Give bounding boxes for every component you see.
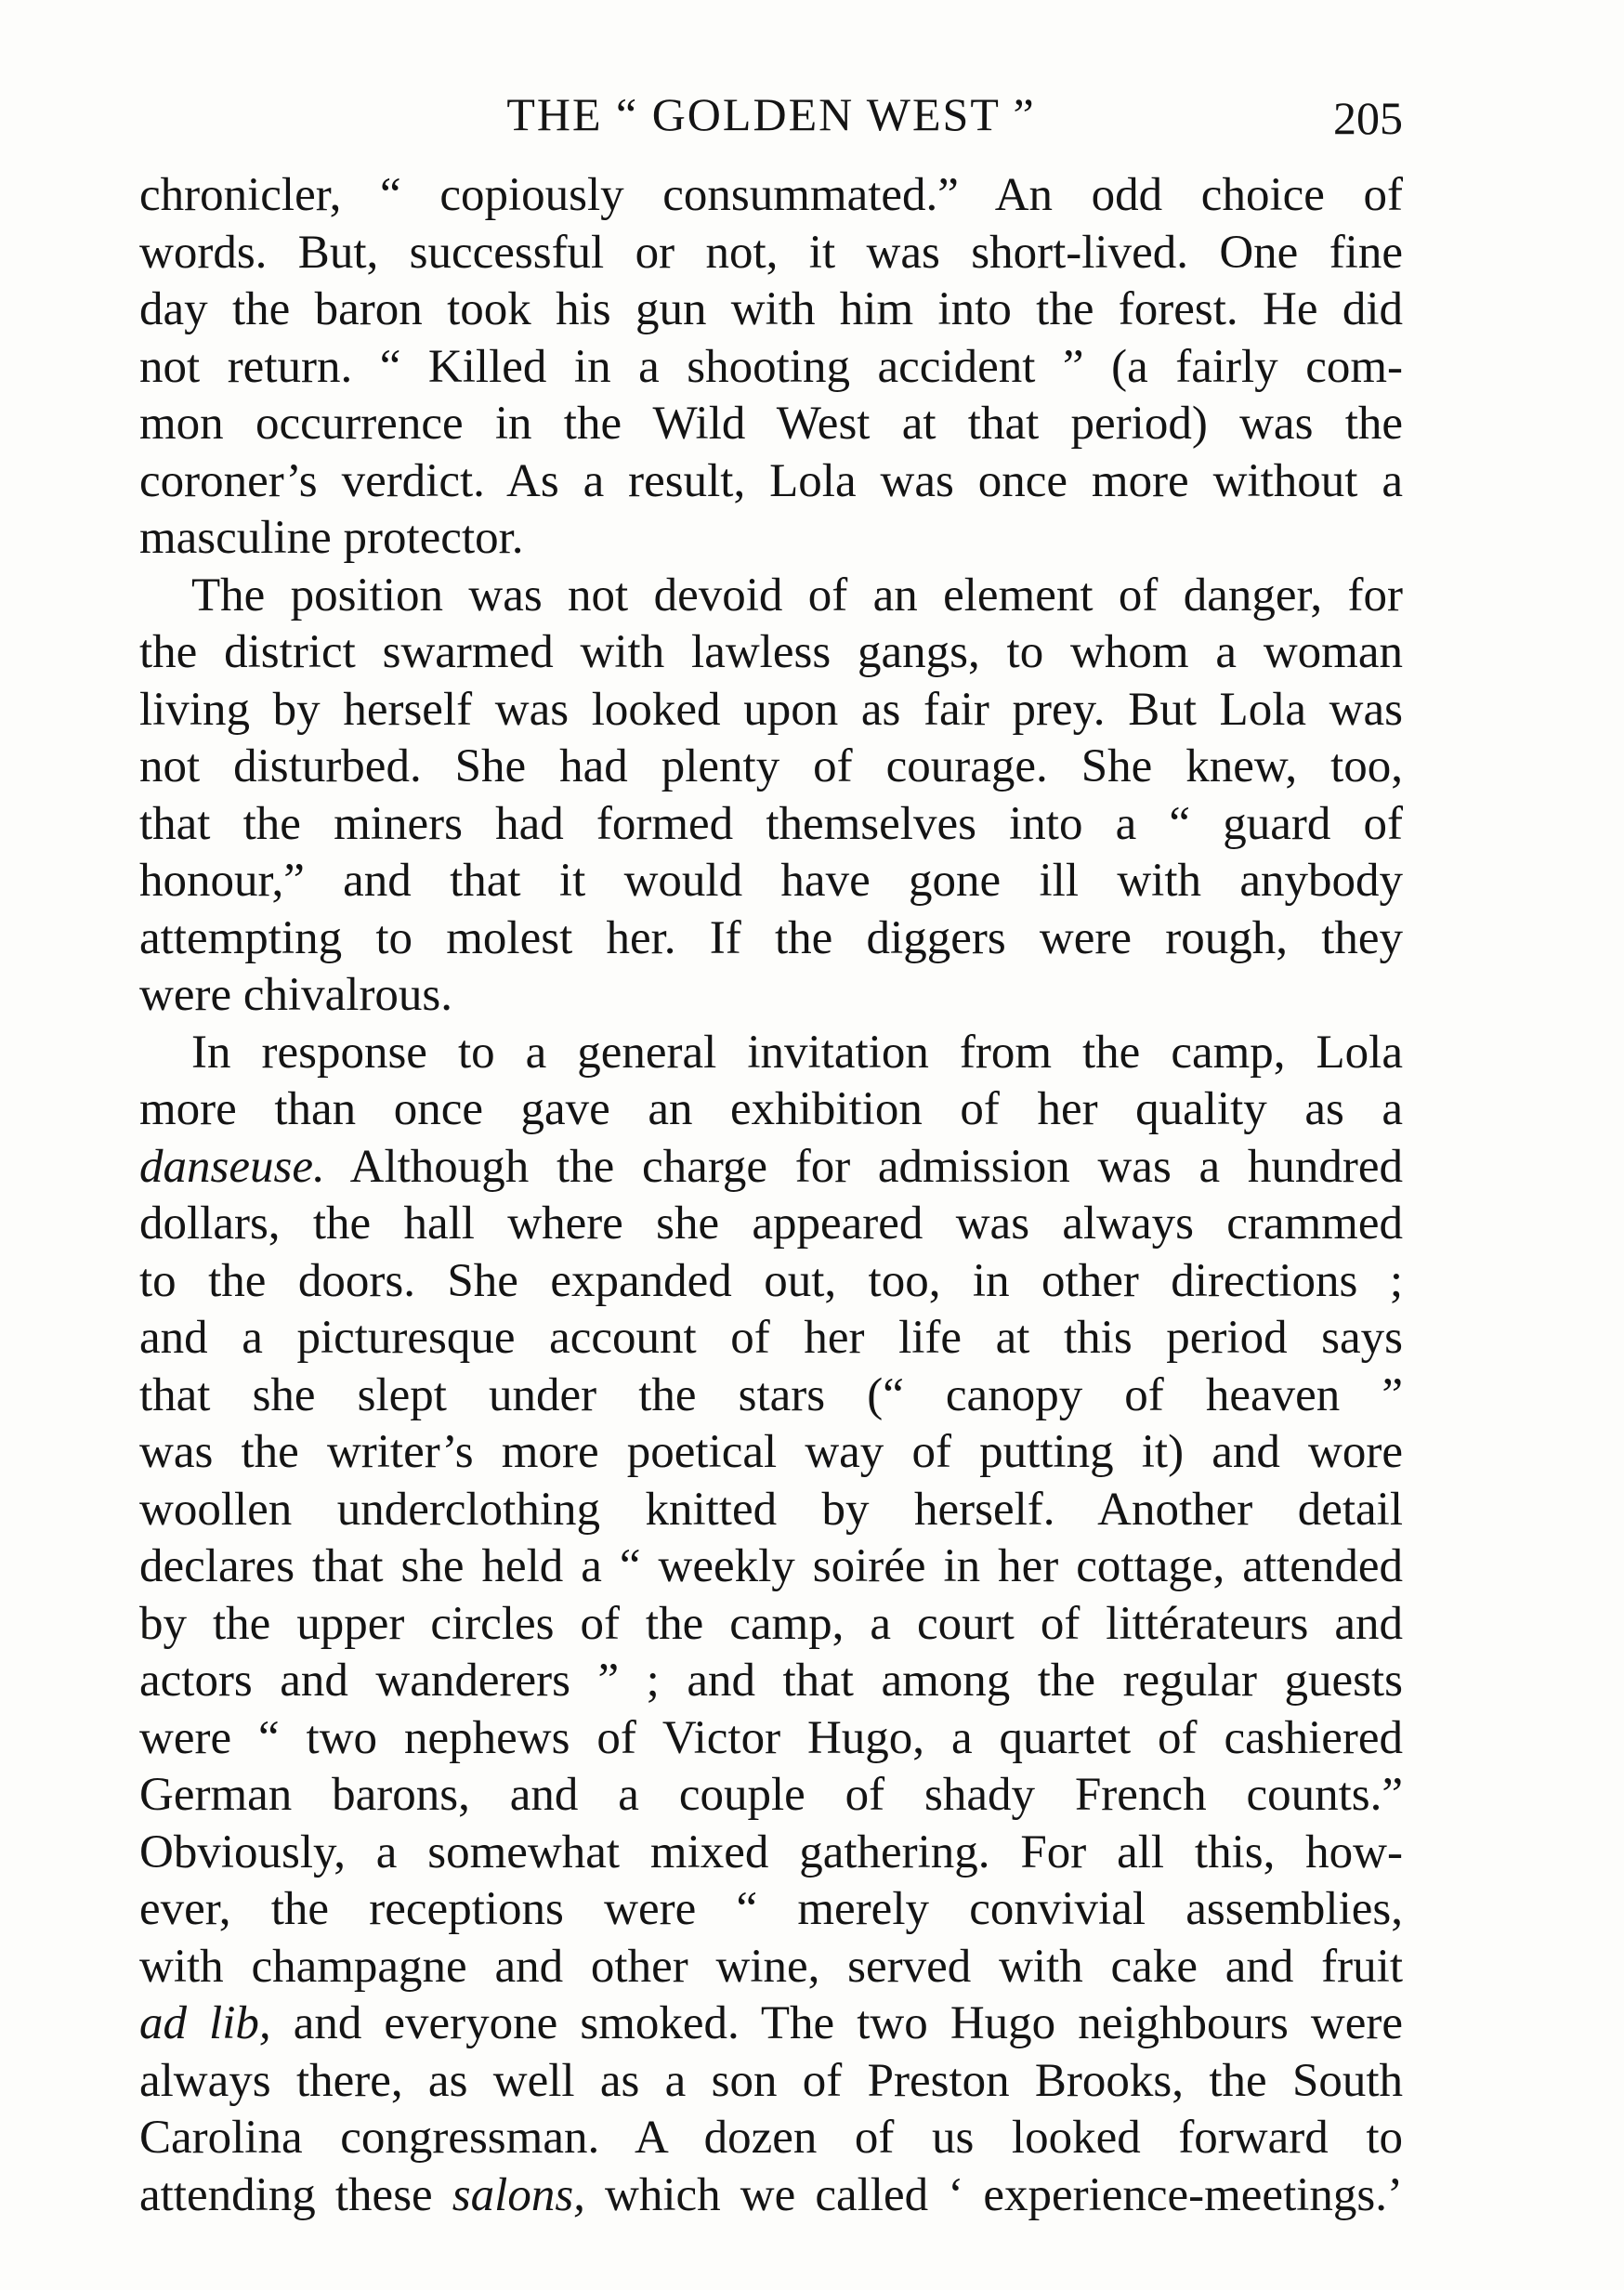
text-line: honour,” and that it would have gone ill with anybody	[139, 855, 1403, 907]
running-head	[139, 82, 1403, 147]
text-line: to the doors. She expanded out, too, in other directions ;	[139, 1254, 1403, 1307]
page-number: 205	[1333, 92, 1403, 144]
text-line: not return. “ Killed in a shooting accident ” (a fairly com-	[139, 340, 1403, 393]
text-line: mon occurrence in the Wild West at that period) was the	[139, 398, 1403, 450]
text-line: ever, the receptions were “ merely convivial assemblies,	[139, 1883, 1403, 1935]
text-line: declares that she held a “ weekly soirée in her cottage, attended	[139, 1540, 1403, 1592]
text-line: The position was not devoid of an element of danger, for	[191, 569, 1403, 622]
text-line: attempting to molest her. If the diggers were rough, they	[139, 911, 1403, 964]
text-line: words. But, successful or not, it was short-lived. One fine	[139, 226, 1403, 279]
text-line	[139, 1139, 1403, 1197]
text-line: actors and wanderers ” ; and that among the regular guests	[139, 1655, 1403, 1707]
text-line: were “ two nephews of Victor Hugo, a quartet of cashiered	[139, 1711, 1403, 1764]
text-line: living by herself was looked upon as fair prey. But Lola was	[139, 683, 1403, 736]
text-line: that the miners had formed themselves into a “ guard of	[139, 797, 1403, 850]
text-line: with champagne and other wine, served with cake and fruit	[139, 1940, 1403, 1993]
text-line: were chivalrous.	[139, 969, 453, 1021]
text-line: day the baron took his gun with him into the forest. He did	[139, 283, 1403, 335]
text-line: chronicler, “ copiously consummated.” An odd choice of	[139, 169, 1403, 221]
text-line: not disturbed. She had plenty of courage. She knew, too,	[139, 740, 1403, 792]
text-line: that she slept under the stars (“ canopy of heaven ”	[139, 1368, 1403, 1421]
text-line: In response to a general invitation from the camp, Lola	[191, 1026, 1403, 1079]
text-line: the district swarmed with lawless gangs, to whom a woman	[139, 626, 1403, 678]
italic-word: danseuse.	[139, 1140, 325, 1193]
line-rest: which we called ‘ experience-meetings.’	[584, 2168, 1403, 2221]
text-line: woollen underclothing knitted by herself. Another detail	[139, 1483, 1403, 1536]
text-line: Carolina congressman. A dozen of us looked forward to	[139, 2112, 1403, 2164]
text-line: was the writer’s more poetical way of putting it) and wore	[139, 1426, 1403, 1478]
text-line: masculine protector.	[139, 512, 524, 564]
line-rest: Although the charge for admission was a hundred	[324, 1140, 1403, 1193]
text-line: coroner’s verdict. As a result, Lola was once more without a	[139, 454, 1403, 507]
text-line: Obviously, a somewhat mixed gathering. For all this, how-	[139, 1825, 1403, 1878]
line-start: attending these	[139, 2168, 452, 2221]
text-line	[139, 2167, 1403, 2225]
italic-word: salons,	[452, 2168, 585, 2221]
text-line: more than once gave an exhibition of her quality as a	[139, 1083, 1403, 1135]
text-line: and a picturesque account of her life at this period says	[139, 1312, 1403, 1364]
line-rest: and everyone smoked. The two Hugo neighbours were	[270, 1997, 1403, 2049]
text-line: by the upper circles of the camp, a court of littérateurs and	[139, 1597, 1403, 1650]
text-line: always there, as well as a son of Preston Brooks, the South	[139, 2054, 1403, 2107]
running-title: THE “ GOLDEN WEST ”	[506, 88, 1036, 140]
text-line	[139, 1996, 1403, 2053]
italic-word: ad lib,	[139, 1997, 271, 2049]
text-line: dollars, the hall where she appeared was always crammed	[139, 1197, 1403, 1250]
body-text	[139, 167, 1403, 2224]
text-line: German barons, and a couple of shady French counts.”	[139, 1769, 1403, 1821]
